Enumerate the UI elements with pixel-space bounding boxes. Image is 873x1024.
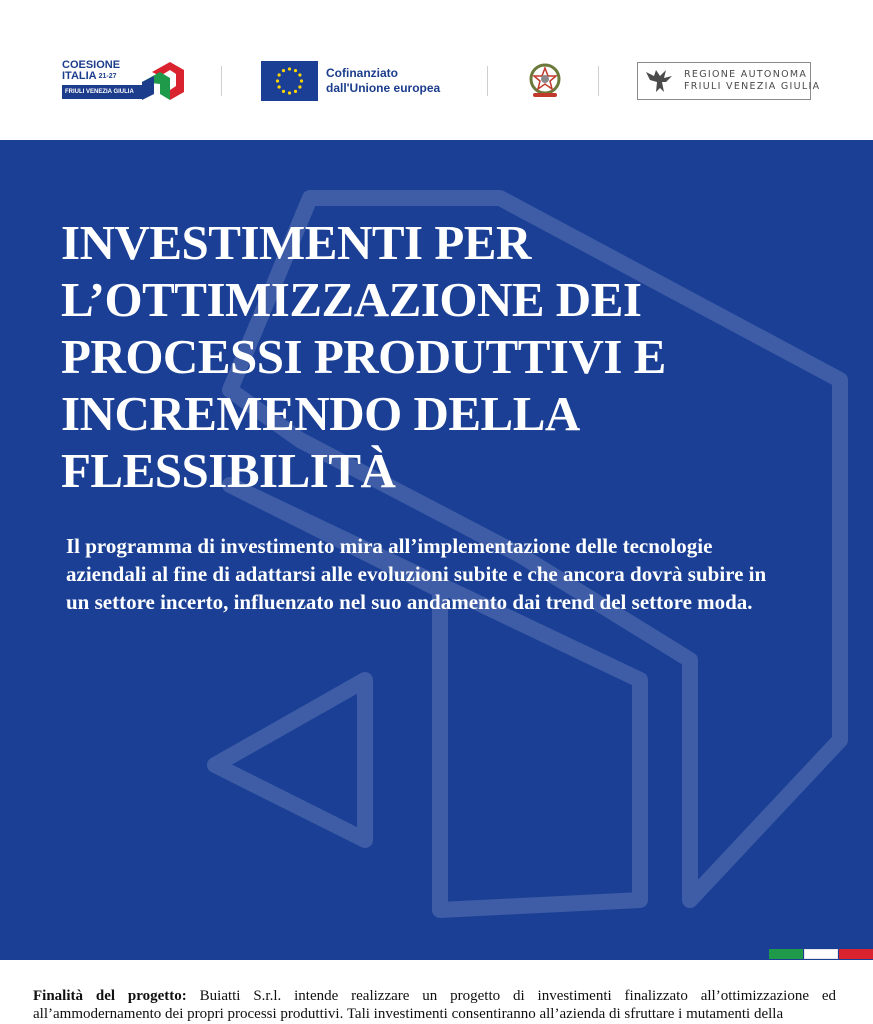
intro-paragraph: Il programma di investimento mira all’implementazione delle tecnologie aziendali al fine di adattarsi alle evoluzioni subite e che ancora dovrà subire in un settore incerto, influenzato nel suo andamento dai trend del settore moda. [66, 534, 767, 614]
regione-line2: FRIULI VENEZIA GIULIA [684, 81, 821, 92]
regione-line1: REGIONE AUTONOMA [684, 69, 808, 80]
coesione-years: 21-27 [98, 73, 117, 80]
title-line: PROCESSI PRODUTTIVI E [61, 329, 666, 384]
logo-separator [487, 66, 488, 96]
italia-label: ITALIA [62, 70, 97, 82]
logo-separator [598, 66, 599, 96]
flag-stripe-red [839, 949, 873, 959]
project-purpose-paragraph [33, 987, 836, 1023]
project-purpose-label: Finalità del progetto: [33, 988, 187, 1004]
flag-stripe-green [769, 949, 803, 959]
page-title [61, 214, 821, 499]
logo-separator [221, 66, 222, 96]
project-purpose-text: Buiatti S.r.l. intende realizzare un progetto di investimenti finalizzato all’ottimizzazione ed all’ammodernamento dei propri processi produttivi. Tali investimenti consentiranno all’azienda di sfruttare i mutamenti della [33, 988, 837, 1022]
coesione-italia-logo [62, 60, 186, 104]
eu-cofinanced-line1: Cofinanziato [326, 66, 398, 80]
coesione-label: COESIONE [62, 59, 121, 71]
logo-bar [0, 0, 873, 140]
title-line: INCREMENDO DELLA [61, 386, 580, 441]
coesione-arrow-icon [140, 60, 186, 102]
hero-banner [0, 140, 873, 960]
title-line: FLESSIBILITÀ [61, 443, 396, 498]
eu-cofinanced-line2: dall'Unione europea [326, 81, 441, 95]
eu-flag-icon [261, 61, 318, 101]
eu-cofinanced-logo [261, 61, 461, 101]
italian-republic-emblem-icon [527, 61, 563, 101]
coesione-region-badge: FRIULI VENEZIA GIULIA [62, 85, 142, 99]
flag-stripe-white [804, 949, 838, 959]
regione-fvg-logo [637, 62, 821, 100]
title-line: L’OTTIMIZZAZIONE DEI [61, 272, 642, 327]
eagle-icon [642, 66, 676, 96]
title-line: INVESTIMENTI PER [61, 215, 531, 270]
